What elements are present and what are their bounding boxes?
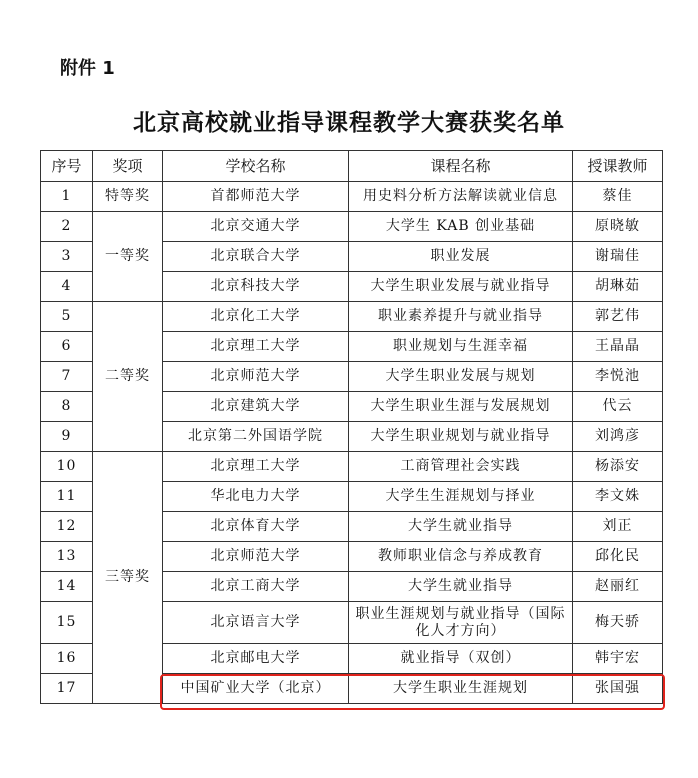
school-cell: 中国矿业大学（北京） xyxy=(163,674,349,704)
teacher-cell: 邱化民 xyxy=(573,542,663,572)
school-cell: 北京师范大学 xyxy=(163,362,349,392)
course-cell: 职业规划与生涯幸福 xyxy=(349,332,573,362)
course-cell: 大学生 KAB 创业基础 xyxy=(349,212,573,242)
school-cell: 北京师范大学 xyxy=(163,542,349,572)
table-row xyxy=(41,302,663,332)
table-row xyxy=(41,212,663,242)
teacher-cell: 杨添安 xyxy=(573,452,663,482)
row-number: 17 xyxy=(41,674,93,704)
row-number: 1 xyxy=(41,182,93,212)
row-number: 2 xyxy=(41,212,93,242)
school-cell: 北京科技大学 xyxy=(163,272,349,302)
awards-table xyxy=(40,150,663,704)
teacher-cell: 谢瑞佳 xyxy=(573,242,663,272)
header-cell-number: 序号 xyxy=(41,151,93,182)
row-number: 8 xyxy=(41,392,93,422)
teacher-cell: 刘鸿彦 xyxy=(573,422,663,452)
teacher-cell: 李悦池 xyxy=(573,362,663,392)
course-cell: 大学生生涯规划与择业 xyxy=(349,482,573,512)
school-cell: 北京邮电大学 xyxy=(163,644,349,674)
school-cell: 北京第二外国语学院 xyxy=(163,422,349,452)
row-number: 16 xyxy=(41,644,93,674)
teacher-cell: 郭艺伟 xyxy=(573,302,663,332)
row-number: 15 xyxy=(41,602,93,644)
course-cell: 工商管理社会实践 xyxy=(349,452,573,482)
course-cell: 大学生职业发展与就业指导 xyxy=(349,272,573,302)
row-number: 10 xyxy=(41,452,93,482)
header-cell-award: 奖项 xyxy=(93,151,163,182)
school-cell: 北京体育大学 xyxy=(163,512,349,542)
table-header-row xyxy=(41,151,663,182)
course-cell: 大学生职业生涯与发展规划 xyxy=(349,392,573,422)
teacher-cell: 刘正 xyxy=(573,512,663,542)
attachment-label: 附件 1 xyxy=(60,58,115,79)
school-cell: 北京化工大学 xyxy=(163,302,349,332)
award-group-cell: 三等奖 xyxy=(93,452,163,704)
teacher-cell: 王晶晶 xyxy=(573,332,663,362)
course-cell: 教师职业信念与养成教育 xyxy=(349,542,573,572)
course-cell: 大学生职业发展与规划 xyxy=(349,362,573,392)
teacher-cell: 胡琳茹 xyxy=(573,272,663,302)
school-cell: 北京交通大学 xyxy=(163,212,349,242)
school-cell: 北京建筑大学 xyxy=(163,392,349,422)
course-cell: 大学生就业指导 xyxy=(349,512,573,542)
teacher-cell: 原晓敏 xyxy=(573,212,663,242)
table-row xyxy=(41,182,663,212)
teacher-cell: 赵丽红 xyxy=(573,572,663,602)
school-cell: 北京联合大学 xyxy=(163,242,349,272)
school-cell: 首都师范大学 xyxy=(163,182,349,212)
row-number: 5 xyxy=(41,302,93,332)
teacher-cell: 代云 xyxy=(573,392,663,422)
row-number: 12 xyxy=(41,512,93,542)
school-cell: 北京理工大学 xyxy=(163,332,349,362)
school-cell: 北京语言大学 xyxy=(163,602,349,644)
table-row xyxy=(41,452,663,482)
course-cell: 大学生职业生涯规划 xyxy=(349,674,573,704)
teacher-cell: 李文姝 xyxy=(573,482,663,512)
school-cell: 华北电力大学 xyxy=(163,482,349,512)
row-number: 4 xyxy=(41,272,93,302)
row-number: 7 xyxy=(41,362,93,392)
course-cell: 用史料分析方法解读就业信息 xyxy=(349,182,573,212)
document-title: 北京高校就业指导课程教学大赛获奖名单 xyxy=(133,109,565,136)
row-number: 14 xyxy=(41,572,93,602)
course-cell: 就业指导（双创） xyxy=(349,644,573,674)
school-cell: 北京理工大学 xyxy=(163,452,349,482)
header-cell-course: 课程名称 xyxy=(349,151,573,182)
row-number: 9 xyxy=(41,422,93,452)
school-cell: 北京工商大学 xyxy=(163,572,349,602)
teacher-cell: 张国强 xyxy=(573,674,663,704)
row-number: 3 xyxy=(41,242,93,272)
course-cell: 大学生就业指导 xyxy=(349,572,573,602)
header-cell-teacher: 授课教师 xyxy=(573,151,663,182)
course-cell: 职业素养提升与就业指导 xyxy=(349,302,573,332)
row-number: 11 xyxy=(41,482,93,512)
award-group-cell: 一等奖 xyxy=(93,212,163,302)
course-cell: 职业生涯规划与就业指导（国际化人才方向） xyxy=(349,602,573,644)
award-group-cell: 二等奖 xyxy=(93,302,163,452)
award-group-cell: 特等奖 xyxy=(93,182,163,212)
row-number: 6 xyxy=(41,332,93,362)
teacher-cell: 蔡佳 xyxy=(573,182,663,212)
course-cell: 职业发展 xyxy=(349,242,573,272)
teacher-cell: 韩宇宏 xyxy=(573,644,663,674)
header-cell-school: 学校名称 xyxy=(163,151,349,182)
row-number: 13 xyxy=(41,542,93,572)
course-cell: 大学生职业规划与就业指导 xyxy=(349,422,573,452)
teacher-cell: 梅天骄 xyxy=(573,602,663,644)
